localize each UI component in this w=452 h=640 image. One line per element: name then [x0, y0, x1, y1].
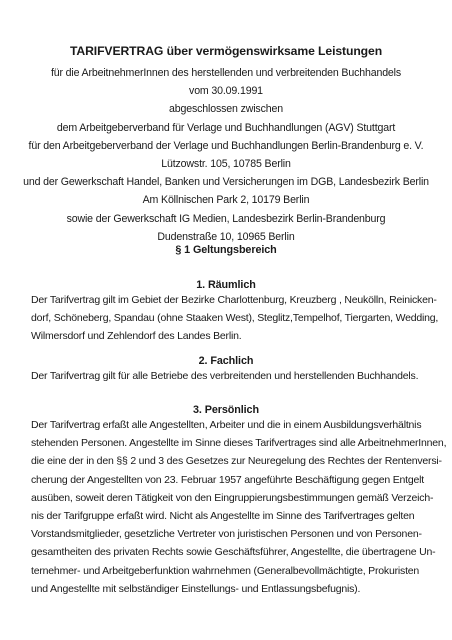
paragraph-line: cherung der Angestellten von 23. Februar 1957 angeführte Beschäftigung gegen Entgelt: [31, 473, 424, 486]
intro-line: Dudenstraße 10, 10965 Berlin: [157, 230, 295, 243]
paragraph-fachlich: [31, 367, 431, 385]
paragraph-persoenlich: [31, 416, 447, 598]
intro-line: Am Köllnischen Park 2, 10179 Berlin: [142, 194, 310, 207]
intro-line: und der Gewerkschaft Handel, Banken und Versicherungen im DGB, Landesbezirk Berlin: [23, 176, 429, 189]
document-title: TARIFVERTRAG über vermögenswirksame Leistungen: [69, 44, 383, 58]
paragraph-line: gesamtheiten des privaten Rechts sowie Geschäftsführer, Angestellte, die übertragene Un-: [31, 546, 436, 559]
subsection-heading-raeumlich: 1. Räumlich: [196, 279, 256, 291]
paragraph-line: Der Tarifvertrag gilt für alle Betriebe des verbreitenden und herstellenden Buchhandels.: [31, 370, 419, 382]
paragraph-line: die eine der in den §§ 2 und 3 des Gesetzes zur Neuregelung des Rechtes der Rentenversi-: [31, 455, 442, 468]
subsection-heading-fachlich: 2. Fachlich: [198, 355, 254, 367]
paragraph-raeumlich: [31, 291, 439, 346]
subsection-heading-persoenlich: 3. Persönlich: [193, 404, 259, 416]
intro-line: für die ArbeitnehmerInnen des herstellenden und verbreitenden Buchhandels: [50, 67, 402, 79]
section-heading: § 1 Geltungsbereich: [175, 244, 277, 256]
intro-block: [0, 64, 452, 246]
intro-line: sowie der Gewerkschaft IG Medien, Landesbezirk Berlin-Brandenburg: [66, 212, 386, 225]
paragraph-line: und Angestellte mit selbständiger Einstellungs- und Entlassungsbefugnis).: [31, 582, 361, 595]
paragraph-line: ausüben, soweit deren Tätigkeit von den Eingruppierungsbestimmungen gemäß Verzeich-: [31, 491, 434, 504]
intro-line: dem Arbeitgeberverband für Verlage und Buchhandlungen (AGV) Stuttgart: [56, 121, 396, 134]
intro-line: für den Arbeitgeberverband der Verlage und Buchhandlungen Berlin-Brandenburg e. V.: [28, 139, 424, 152]
paragraph-line: Der Tarifvertrag erfaßt alle Angestellten, Arbeiter und die in einem Ausbildungsverhältnis: [31, 419, 422, 431]
paragraph-line: Vorstandsmitglieder, gesetzliche Vertreter von juristischen Personen und von Personen-: [31, 528, 422, 541]
paragraph-line: dorf, Schöneberg, Spandau (ohne Staaken West), Steglitz,Tempelhof, Tiergarten, Wedding,: [31, 312, 439, 325]
intro-line: abgeschlossen zwischen: [169, 103, 283, 116]
paragraph-line: nis der Tarifgruppe erfaßt wird. Nicht als Angestellte im Sinne des Tarifvertrages gelten: [31, 510, 415, 523]
paragraph-line: Wilmersdorf und Zehlendorf des Landes Berlin.: [31, 330, 242, 343]
intro-line: Lützowstr. 105, 10785 Berlin: [161, 158, 291, 171]
paragraph-line: Der Tarifvertrag gilt im Gebiet der Bezirke Charlottenburg, Kreuzberg , Neukölln, Reinicken-: [31, 294, 437, 306]
paragraph-line: ternehmer- und Arbeitgeberfunktion wahrnehmen (Generalbevollmächtigte, Prokuristen: [31, 564, 420, 577]
paragraph-line: stehenden Personen. Angestellte im Sinne dieses Tarifvertrages sind alle ArbeitnehmerInnen,: [31, 437, 447, 450]
intro-line: vom 30.09.1991: [189, 85, 263, 98]
